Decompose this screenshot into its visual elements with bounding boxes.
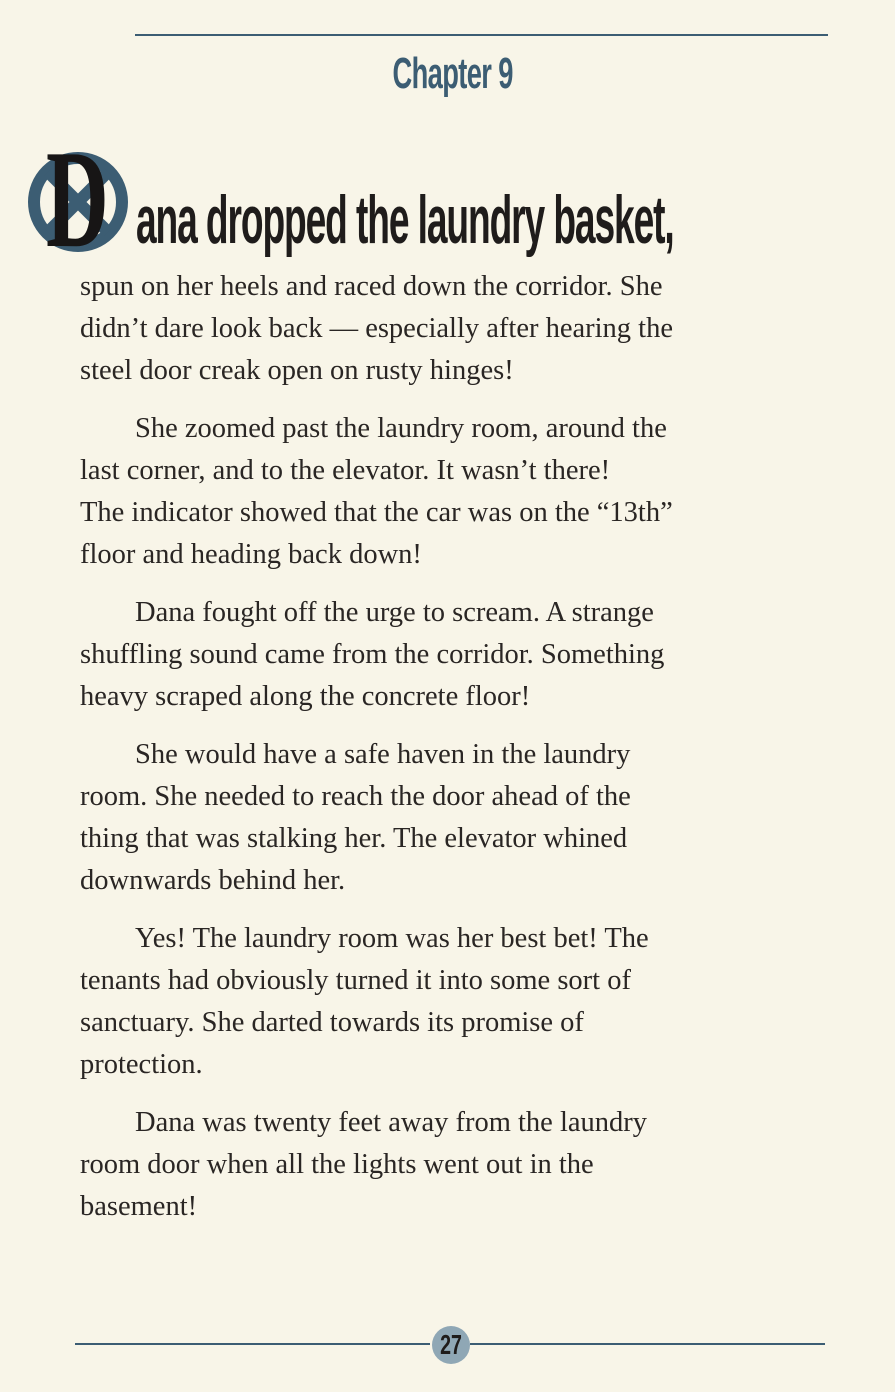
text-line: Dana fought off the urge to scream. A strange [135, 597, 654, 628]
text-line: sanctuary. She darted towards its promise of [80, 1007, 584, 1038]
text-line: shuffling sound came from the corridor. Something [80, 639, 665, 670]
text-line: room door when all the lights went out in the [80, 1149, 594, 1180]
chapter-title: Chapter 9 [392, 49, 513, 98]
text-line: protection. [80, 1049, 203, 1080]
text-line: thing that was stalking her. The elevator whined [80, 823, 628, 854]
text-line: Yes! The laundry room was her best bet! The [135, 923, 649, 954]
text-line: heavy scraped along the concrete floor! [80, 681, 531, 712]
page-number: 27 [440, 1329, 462, 1360]
paragraph [80, 592, 820, 718]
text-line: She zoomed past the laundry room, around the [135, 413, 667, 444]
paragraph [80, 266, 820, 392]
text-line: The indicator showed that the car was on the “13th” [80, 497, 673, 528]
text-line: last corner, and to the elevator. It wasn’t there! [80, 455, 611, 486]
text-line: didn’t dare look back — especially after hearing the [80, 313, 673, 344]
paragraph [80, 1102, 820, 1228]
text-line: She would have a safe haven in the laundry [135, 739, 631, 770]
text-line: tenants had obviously turned it into some sort of [80, 965, 631, 996]
bottom-rule-right [470, 1343, 825, 1345]
paragraph [80, 734, 820, 902]
drop-cap [28, 122, 132, 277]
text-line: spun on her heels and raced down the corridor. She [80, 271, 663, 302]
page-number-badge [432, 1326, 470, 1364]
text-line: steel door creak open on rusty hinges! [80, 355, 514, 386]
text-line: room. She needed to reach the door ahead of the [80, 781, 631, 812]
paragraph [80, 408, 820, 576]
lead-heading: ana dropped the laundry basket, [136, 182, 674, 258]
paragraph [80, 918, 820, 1086]
top-rule [135, 34, 828, 36]
text-line: Dana was twenty feet away from the laundry [135, 1107, 648, 1138]
bottom-rule-left [75, 1343, 430, 1345]
story-body [80, 266, 820, 1244]
text-line: basement! [80, 1191, 198, 1222]
drop-cap-letter: D [46, 122, 109, 277]
text-line: downwards behind her. [80, 865, 346, 896]
text-line: floor and heading back down! [80, 539, 422, 570]
